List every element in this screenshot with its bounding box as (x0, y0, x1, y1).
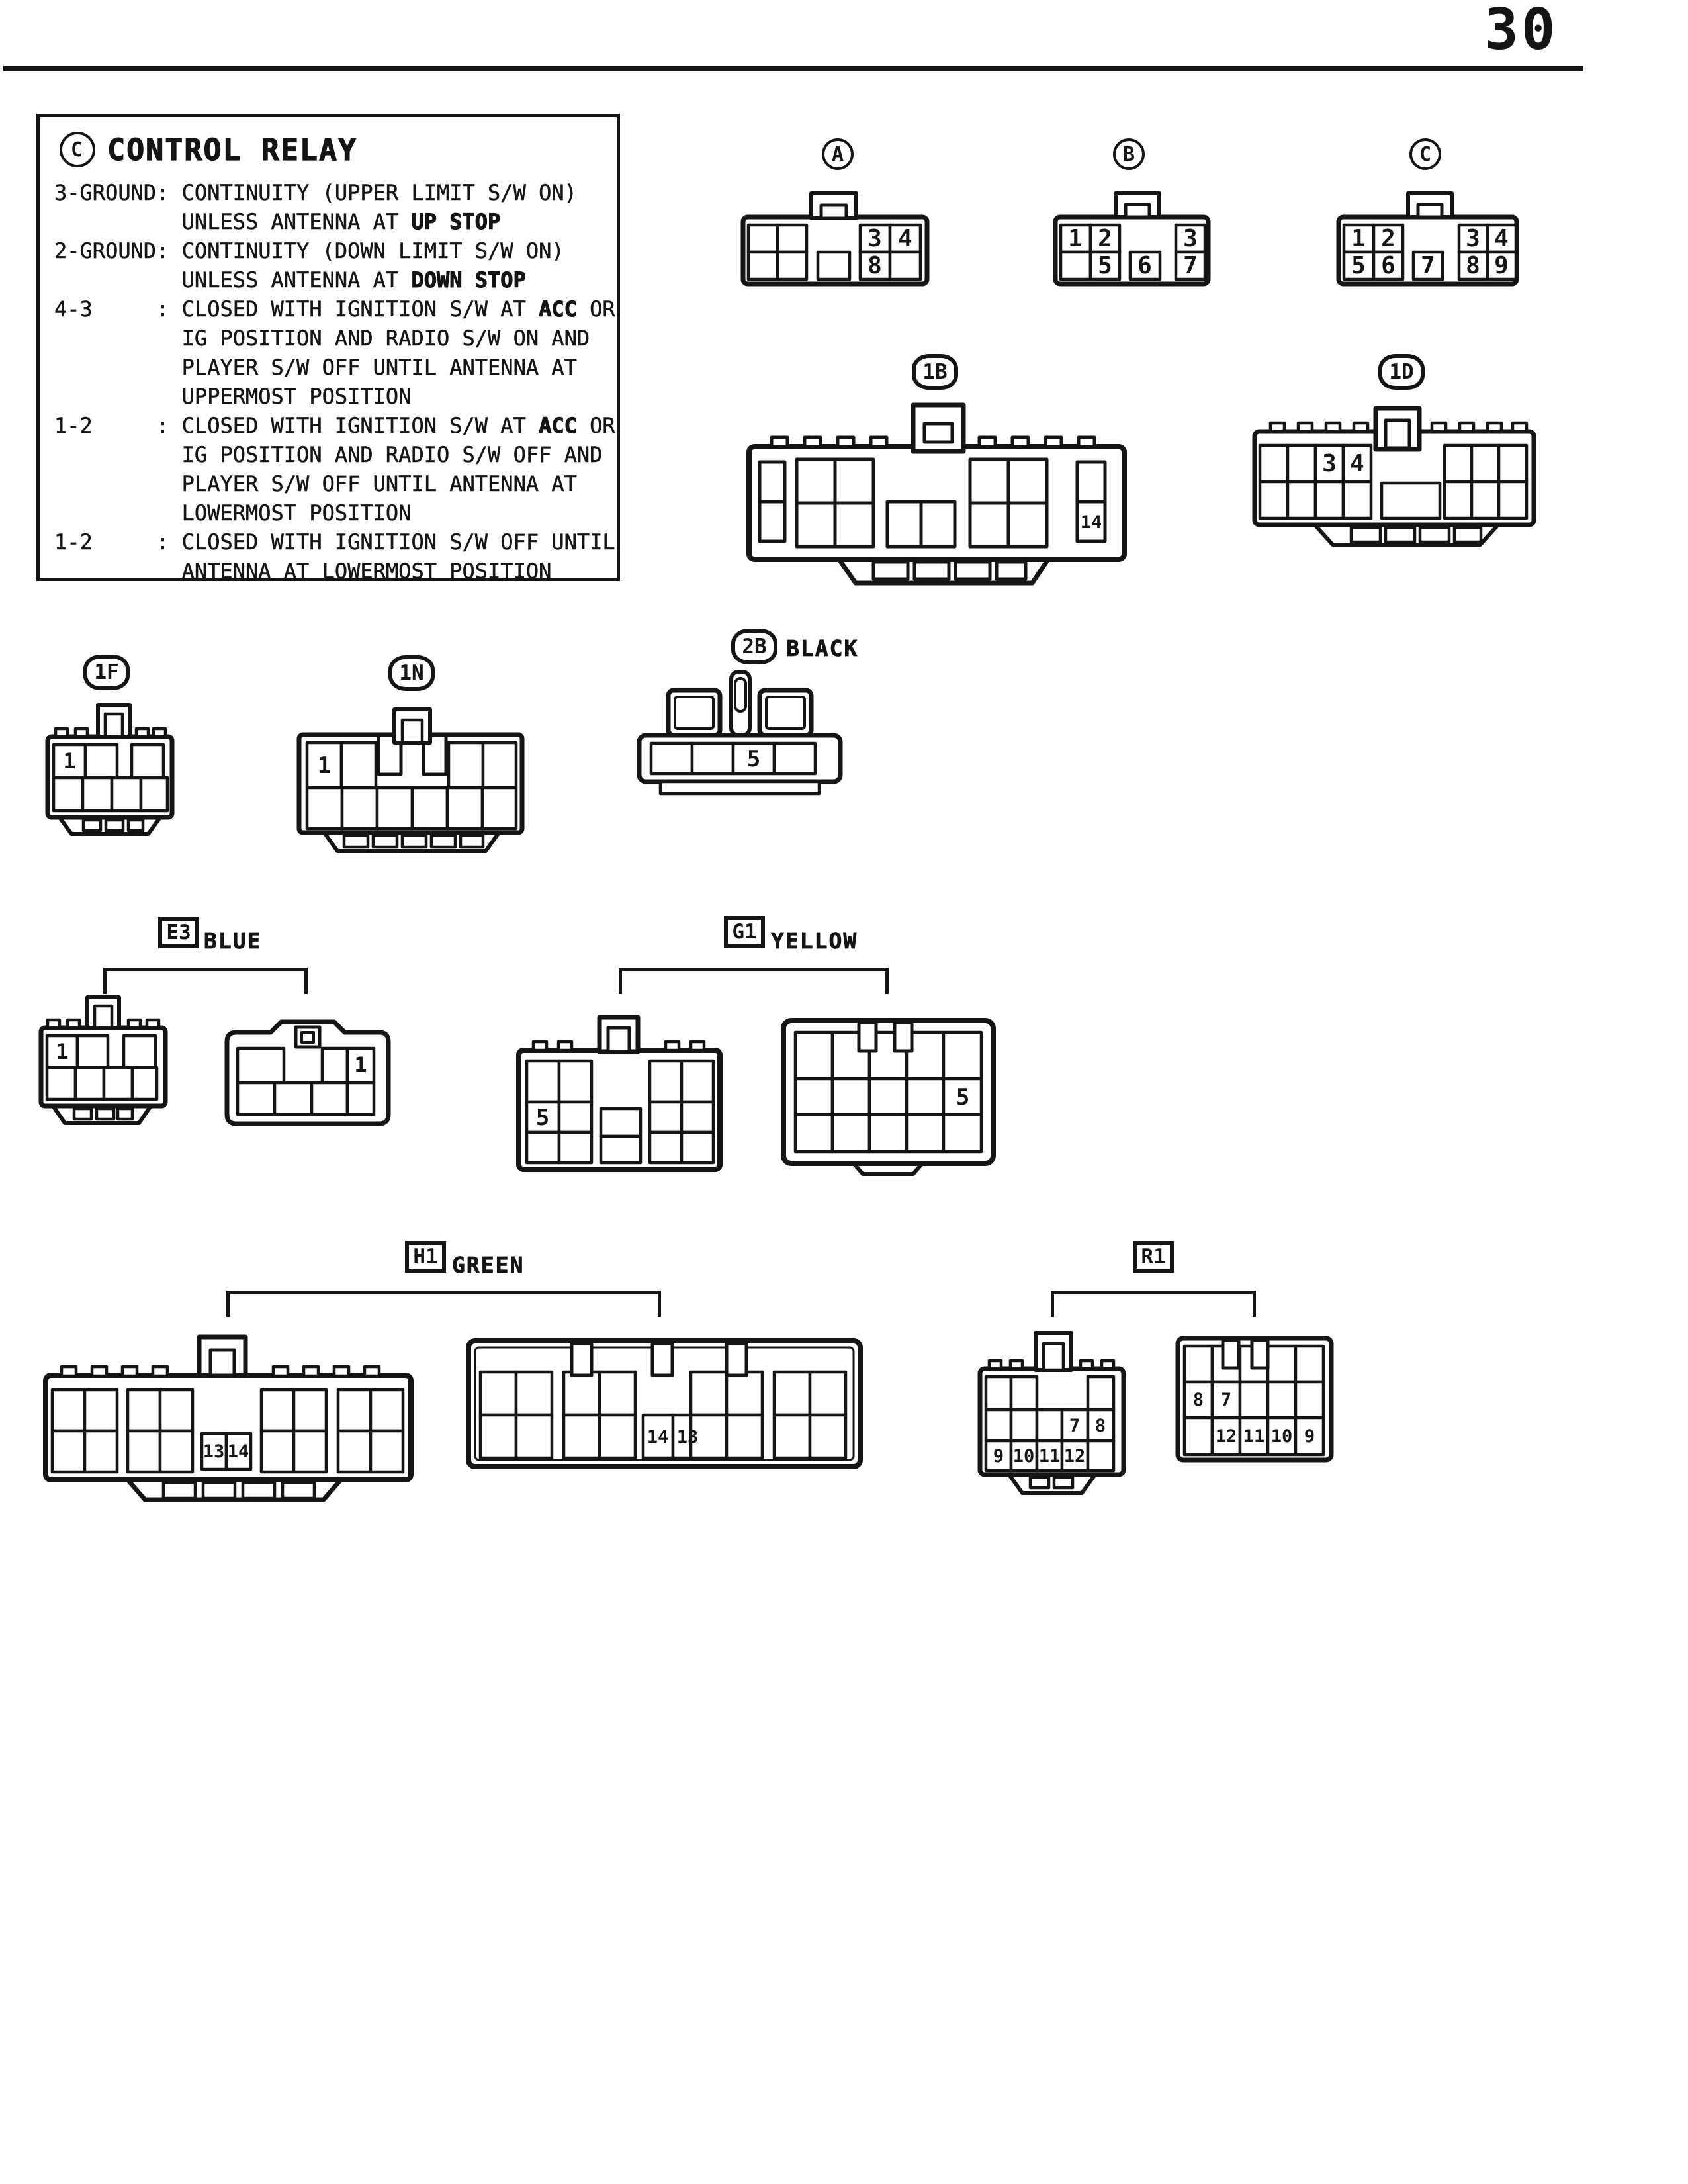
connector-g1-female-drawing (781, 1014, 996, 1176)
pin-label: 1 (1068, 225, 1083, 252)
connector-a-drawing (740, 191, 930, 287)
pin-label: 11 (1243, 1426, 1265, 1447)
relay-line: 1-2 : CLOSED WITH IGNITION S/W OFF UNTIL (54, 529, 615, 555)
pin-label: 6 (1381, 252, 1396, 279)
pin-label: 2 (1098, 225, 1112, 252)
relay-line: UNLESS ANTENNA AT UP STOP (54, 209, 501, 234)
pin-label: 13 (676, 1427, 699, 1447)
pin-label: 1 (56, 1039, 69, 1064)
g1-bracket (619, 968, 889, 994)
header-rule (3, 66, 1583, 71)
connector-r1-male-drawing (977, 1332, 1126, 1498)
e3-bracket (103, 968, 308, 994)
pin-label: 5 (1351, 252, 1366, 279)
connector-label-h1: H1 (405, 1241, 446, 1273)
connector-1b-drawing (746, 404, 1127, 588)
pin-label: 5 (955, 1084, 970, 1111)
pin-label: 8 (1094, 1416, 1106, 1436)
pin-label: 9 (993, 1446, 1004, 1467)
pin-label: 3 (1322, 450, 1337, 477)
connector-1n-drawing (296, 708, 525, 855)
relay-line: ANTENNA AT LOWERMOST POSITION (54, 559, 552, 584)
control-relay-box (36, 114, 620, 584)
pin-label: 7 (1220, 1390, 1232, 1410)
connector-label-g1: G1 (724, 916, 765, 948)
pin-label: 14 (227, 1441, 249, 1462)
connector-2b-color: BLACK (786, 635, 859, 661)
pin-label: 7 (1183, 252, 1198, 279)
connector-h1-male-drawing (43, 1336, 414, 1501)
connector-2b-drawing (634, 670, 846, 800)
connector-label-2b: 2B (731, 629, 777, 664)
relay-line: IG POSITION AND RADIO S/W OFF AND (54, 442, 603, 467)
h1-bracket (226, 1291, 661, 1317)
pin-label: 1 (317, 752, 332, 779)
relay-title (60, 132, 603, 167)
connector-label-a: A (822, 138, 854, 170)
pin-label: 1 (354, 1052, 367, 1077)
pin-label: 8 (867, 252, 882, 279)
connector-h1-color: GREEN (452, 1252, 525, 1278)
pin-label: 8 (1192, 1390, 1204, 1410)
relay-line: 1-2 : CLOSED WITH IGNITION S/W AT ACC OR (54, 413, 615, 438)
pin-label: 9 (1304, 1426, 1315, 1447)
pin-label: 9 (1494, 252, 1509, 279)
pin-label: 10 (1012, 1446, 1035, 1467)
pin-label: 1 (1351, 225, 1366, 252)
connector-label-e3: E3 (158, 917, 199, 948)
connector-g1-color: YELLOW (771, 928, 858, 954)
pin-label: 12 (1063, 1446, 1086, 1467)
relay-line: PLAYER S/W OFF UNTIL ANTENNA AT (54, 471, 577, 496)
pin-label: 3 (1466, 225, 1480, 252)
relay-line: 4-3 : CLOSED WITH IGNITION S/W AT ACC OR (54, 296, 615, 322)
connector-1d-drawing (1252, 407, 1536, 551)
pin-label: 4 (898, 225, 912, 252)
pin-label: 14 (646, 1427, 669, 1447)
pin-label: 6 (1137, 252, 1152, 279)
connector-label-1f: 1F (83, 655, 130, 690)
circled-c-icon: C (60, 132, 95, 167)
relay-line: PLAYER S/W OFF UNTIL ANTENNA AT (54, 355, 577, 380)
connector-c-drawing (1336, 191, 1519, 287)
connector-e3-color: BLUE (204, 928, 262, 954)
pin-label: 2 (1381, 225, 1396, 252)
pin-label: 14 (1080, 512, 1102, 533)
pin-label: 12 (1215, 1426, 1237, 1447)
pin-label: 4 (1350, 450, 1364, 477)
connector-label-r1: R1 (1133, 1241, 1174, 1273)
relay-line: UNLESS ANTENNA AT DOWN STOP (54, 267, 526, 293)
connector-label-b: B (1113, 138, 1145, 170)
connector-e3-female-drawing (224, 1018, 391, 1126)
connector-g1-male-drawing (516, 1016, 723, 1173)
pin-label: 10 (1270, 1426, 1293, 1447)
page-number: 30 (1484, 0, 1558, 63)
relay-line: 2-GROUND: CONTINUITY (DOWN LIMIT S/W ON) (54, 238, 564, 263)
connector-label-1d: 1D (1378, 354, 1425, 390)
relay-line: 3-GROUND: CONTINUITY (UPPER LIMIT S/W ON) (54, 180, 577, 205)
r1-bracket (1051, 1291, 1256, 1317)
pin-label: 11 (1038, 1446, 1061, 1467)
pin-label: 13 (202, 1441, 225, 1462)
connector-label-c: C (1409, 138, 1441, 170)
pin-label: 1 (63, 749, 76, 774)
pin-label: 5 (1098, 252, 1112, 279)
pin-label: 3 (1183, 225, 1198, 252)
connector-1f-drawing (45, 704, 175, 837)
connector-label-1b: 1B (912, 354, 958, 390)
pin-label: 3 (867, 225, 882, 252)
pin-label: 5 (535, 1105, 550, 1131)
connector-b-drawing (1053, 191, 1211, 287)
relay-line: LOWERMOST POSITION (54, 500, 412, 525)
connector-e3-male-drawing (38, 996, 168, 1134)
pin-label: 4 (1494, 225, 1509, 252)
connector-label-1n: 1N (388, 655, 435, 691)
pin-label: 5 (746, 746, 761, 772)
relay-line: IG POSITION AND RADIO S/W ON AND (54, 326, 590, 351)
pin-label: 7 (1421, 252, 1435, 279)
pin-label: 8 (1466, 252, 1480, 279)
connector-r1-female-drawing (1175, 1334, 1334, 1467)
pin-label: 7 (1069, 1416, 1081, 1436)
relay-title-text: CONTROL RELAY (107, 132, 358, 167)
relay-line: UPPERMOST POSITION (54, 384, 412, 409)
connector-h1-female-drawing (466, 1336, 863, 1472)
